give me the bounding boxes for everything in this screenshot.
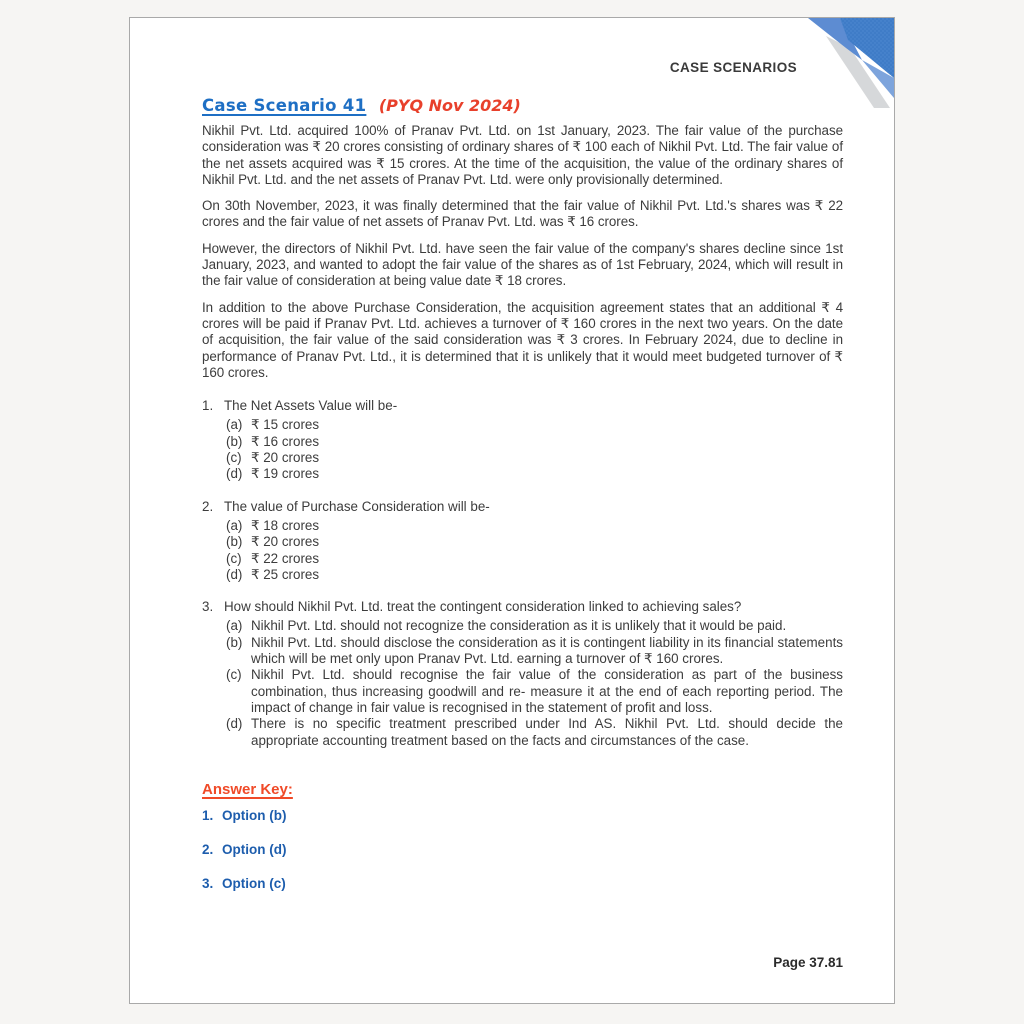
question-2 (202, 499, 843, 583)
answer-number: 3. (202, 875, 214, 891)
questions-section (202, 398, 843, 749)
option-label: (d) (226, 466, 243, 482)
answer-number: 1. (202, 807, 214, 823)
answer-row (202, 808, 843, 823)
question-3-options (226, 618, 843, 748)
question-3 (202, 599, 843, 749)
option-row (226, 567, 843, 583)
question-number: 3. (202, 599, 214, 615)
option-text: Nikhil Pvt. Ltd. should not recognize the consideration as it is unlikely that it would be paid. (251, 618, 787, 634)
option-row (226, 450, 843, 466)
option-label: (d) (226, 566, 243, 582)
answer-text: Option (c) (222, 875, 286, 891)
question-2-options (226, 518, 843, 583)
option-text: ₹ 25 crores (251, 566, 320, 582)
option-row (226, 551, 843, 567)
option-text: Nikhil Pvt. Ltd. should disclose the consideration as it is contingent liability in its financial statements which will be met only upon Pranav Pvt. Ltd. earning a turnover of ₹ 160 crores. (251, 634, 843, 667)
scenario-title-row (202, 96, 843, 116)
page-header (130, 59, 894, 77)
answer-text: Option (b) (222, 807, 287, 823)
option-label: (c) (226, 550, 242, 566)
option-row (226, 618, 843, 634)
option-row (226, 417, 843, 433)
option-row (226, 534, 843, 550)
option-text: ₹ 16 crores (251, 433, 320, 449)
option-label: (a) (226, 618, 243, 634)
option-label: (c) (226, 450, 242, 466)
option-text: ₹ 15 crores (251, 417, 320, 433)
scenario-paragraph-1: Nikhil Pvt. Ltd. acquired 100% of Pranav Pvt. Ltd. on 1st January, 2023. The fair value of the purchase consideration was ₹ 20 crores consisting of ordinary shares of ₹ 100 each of Nikhil Pvt. Ltd. The fair value of the net assets acquired was ₹ 15 crores. At the time of the acquisition, the value of the ordinary shares of Nikhil Pvt. Ltd. and the net assets of Pranav Pvt. Ltd. were only provisionally determined. (202, 123, 843, 187)
option-text: There is no specific treatment prescribed under Ind AS. Nikhil Pvt. Ltd. should decide the appropriate accounting treatment based on the facts and circumstances of the case. (251, 716, 843, 748)
question-text: How should Nikhil Pvt. Ltd. treat the contingent consideration linked to achieving sales? (224, 599, 742, 615)
header-label: CASE SCENARIOS (669, 60, 797, 75)
option-label: (d) (226, 716, 243, 732)
scenario-paragraph-4: In addition to the above Purchase Consideration, the acquisition agreement states that an additional ₹ 4 crores will be paid if Pranav Pvt. Ltd. achieves a turnover of ₹ 160 crores in the next two years. On the date of acquisition, the fair value of the said consideration was ₹ 3 crores. In February 2024, due to decline in performance of Pranav Pvt. Ltd., it is determined that it is unlikely that it would meet budgeted turnover of ₹ 160 crores. (202, 299, 843, 380)
answer-number: 2. (202, 841, 214, 857)
option-label: (a) (226, 417, 243, 433)
question-number: 2. (202, 498, 214, 514)
question-text: The Net Assets Value will be- (224, 398, 398, 414)
question-1-head (202, 398, 843, 414)
scenario-paragraph-2: On 30th November, 2023, it was finally determined that the fair value of Nikhil Pvt. Ltd.'s shares was ₹ 22 crores and the fair value of net assets of Pranav Pvt. Ltd. was ₹ 16 crores. (202, 198, 843, 230)
question-2-head (202, 499, 843, 515)
option-label: (c) (226, 667, 242, 683)
option-row (226, 434, 843, 450)
option-text: Nikhil Pvt. Ltd. should recognise the fair value of the consideration as part of the business combination, thus increasing goodwill and re- measure it at the end of each reporting period. The impact of change in fair value is recognised in the statement of profit and loss. (251, 667, 843, 715)
option-label: (b) (226, 534, 243, 550)
question-1 (202, 398, 843, 482)
option-row (226, 518, 843, 534)
answer-text: Option (d) (222, 841, 287, 857)
scenario-paragraph-3: However, the directors of Nikhil Pvt. Ltd. have seen the fair value of the company's shares decline since 1st January, 2023, and wanted to adopt the fair value of the shares as of 1st February, 2024, which will result in the fair value of consideration at being value date ₹ 18 crores. (202, 240, 843, 289)
option-text: ₹ 20 crores (251, 450, 320, 466)
answer-key-heading: Answer Key: (202, 780, 293, 798)
option-text: ₹ 22 crores (251, 550, 320, 566)
question-3-head (202, 599, 843, 615)
scenario-title-suffix: (PYQ Nov 2024) (378, 96, 521, 115)
option-text: ₹ 19 crores (251, 466, 320, 482)
document-page (129, 17, 895, 1004)
option-row (226, 635, 843, 668)
option-label: (a) (226, 517, 243, 533)
option-label: (b) (226, 433, 243, 449)
option-text: ₹ 18 crores (251, 517, 320, 533)
page-number: Page 37.81 (773, 955, 843, 970)
page-content (130, 96, 894, 891)
answer-row (202, 876, 843, 891)
question-text: The value of Purchase Consideration will be- (224, 498, 490, 514)
question-1-options (226, 417, 843, 482)
option-row (226, 716, 843, 749)
option-row (226, 466, 843, 482)
question-number: 1. (202, 398, 214, 414)
option-row (226, 667, 843, 716)
option-label: (b) (226, 634, 243, 650)
scenario-title: Case Scenario 41 (202, 96, 367, 115)
option-text: ₹ 20 crores (251, 534, 320, 550)
answer-key-section (202, 781, 843, 891)
answer-row (202, 842, 843, 857)
